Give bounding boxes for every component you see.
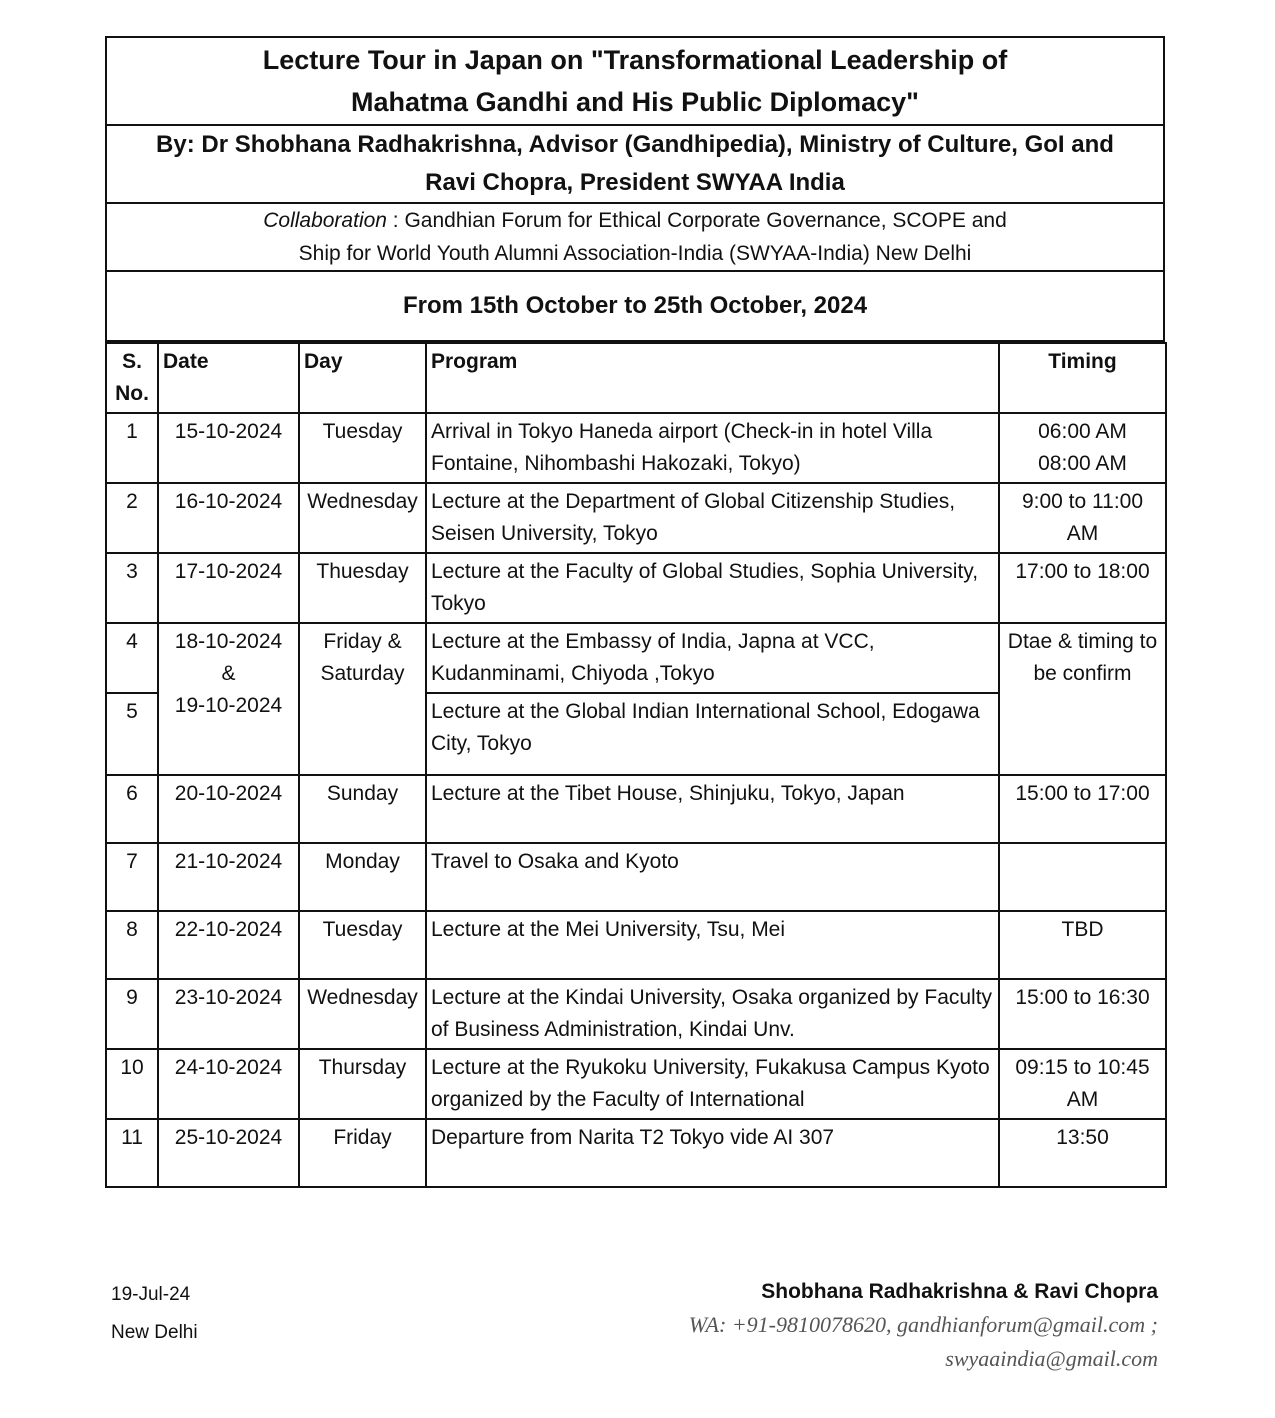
cell-day: Thursday — [299, 1049, 426, 1119]
date-line-1: 18-10-2024 — [174, 630, 283, 653]
table-row — [106, 623, 1166, 693]
footer-right — [689, 1276, 1158, 1376]
column-header-program: Program — [426, 343, 999, 413]
table-row — [106, 483, 1166, 553]
cell-timing: 09:15 to 10:45 AM — [999, 1049, 1166, 1119]
cell-timing — [999, 843, 1166, 911]
cell-day: Wednesday — [299, 979, 426, 1049]
cell-sno: 5 — [106, 693, 158, 775]
title-line-2: Mahatma Gandhi and His Public Diplomacy" — [351, 87, 919, 117]
cell-program: Lecture at the Global Indian International School, Edogawa City, Tokyo — [426, 693, 999, 775]
date-line-3: 19-10-2024 — [174, 694, 283, 717]
cell-sno: 7 — [106, 843, 158, 911]
cell-sno: 4 — [106, 623, 158, 693]
collaboration-line — [106, 203, 1164, 271]
collab-line-2: Ship for World Youth Alumni Association-India (SWYAA-India) New Delhi — [298, 242, 972, 265]
table-header-row — [106, 343, 1166, 413]
cell-date: 25-10-2024 — [158, 1119, 299, 1187]
cell-day: Thuesday — [299, 553, 426, 623]
cell-date: 16-10-2024 — [158, 483, 299, 553]
footer-contact-line-2: swyaaindia@gmail.com — [945, 1346, 1158, 1371]
cell-day: Friday & Saturday — [299, 623, 426, 775]
cell-timing: 13:50 — [999, 1119, 1166, 1187]
cell-sno: 1 — [106, 413, 158, 483]
column-header-date: Date — [158, 343, 299, 413]
table-row — [106, 1119, 1166, 1187]
cell-day: Monday — [299, 843, 426, 911]
cell-date: 22-10-2024 — [158, 911, 299, 979]
timing-line-2: 08:00 AM — [1038, 452, 1127, 475]
cell-day: Sunday — [299, 775, 426, 843]
by-line-1: By: Dr Shobhana Radhakrishna, Advisor (Gandhipedia), Ministry of Culture, GoI and — [156, 131, 1114, 158]
cell-sno: 8 — [106, 911, 158, 979]
collab-label: Collaboration — [263, 209, 387, 232]
cell-program: Departure from Narita T2 Tokyo vide AI 307 — [426, 1119, 999, 1187]
footer-names: Shobhana Radhakrishna & Ravi Chopra — [761, 1280, 1158, 1303]
title-line-1: Lecture Tour in Japan on "Transformational Leadership of — [262, 45, 1008, 75]
column-header-sno: S. No. — [106, 343, 158, 413]
cell-sno: 9 — [106, 979, 158, 1049]
cell-program: Lecture at the Tibet House, Shinjuku, Tokyo, Japan — [426, 775, 999, 843]
document-title — [106, 37, 1164, 125]
cell-program: Lecture at the Department of Global Citizenship Studies, Seisen University, Tokyo — [426, 483, 999, 553]
table-row — [106, 413, 1166, 483]
cell-timing: 15:00 to 17:00 — [999, 775, 1166, 843]
cell-program: Lecture at the Faculty of Global Studies, Sophia University, Tokyo — [426, 553, 999, 623]
cell-program: Lecture at the Ryukoku University, Fukakusa Campus Kyoto organized by the Faculty of International — [426, 1049, 999, 1119]
cell-timing: Dtae & timing to be confirm — [999, 623, 1166, 775]
cell-timing: 15:00 to 16:30 — [999, 979, 1166, 1049]
cell-timing: TBD — [999, 911, 1166, 979]
cell-sno: 6 — [106, 775, 158, 843]
table-row — [106, 775, 1166, 843]
by-line-2: Ravi Chopra, President SWYAA India — [425, 169, 845, 196]
cell-day: Friday — [299, 1119, 426, 1187]
column-header-day: Day — [299, 343, 426, 413]
cell-program: Lecture at the Kindai University, Osaka organized by Faculty of Business Administration, Kindai Unv. — [426, 979, 999, 1049]
cell-date: 20-10-2024 — [158, 775, 299, 843]
cell-sno: 3 — [106, 553, 158, 623]
header-table — [105, 36, 1165, 342]
date-range: From 15th October to 25th October, 2024 — [106, 271, 1164, 341]
authors-line — [106, 125, 1164, 203]
cell-date — [158, 623, 299, 775]
cell-program: Lecture at the Mei University, Tsu, Mei — [426, 911, 999, 979]
cell-day: Tuesday — [299, 911, 426, 979]
cell-sno: 11 — [106, 1119, 158, 1187]
collab-text: : Gandhian Forum for Ethical Corporate Governance, SCOPE and — [386, 209, 1007, 232]
cell-timing: 17:00 to 18:00 — [999, 553, 1166, 623]
date-line-2: & — [221, 662, 236, 685]
cell-date: 23-10-2024 — [158, 979, 299, 1049]
table-row — [106, 979, 1166, 1049]
cell-date: 17-10-2024 — [158, 553, 299, 623]
table-row — [106, 843, 1166, 911]
cell-date: 15-10-2024 — [158, 413, 299, 483]
cell-sno: 2 — [106, 483, 158, 553]
cell-day: Wednesday — [299, 483, 426, 553]
table-row — [106, 553, 1166, 623]
document-sheet — [105, 36, 1165, 1188]
footer-contact-line-1: WA: +91-9810078620, gandhianforum@gmail.com ; — [688, 1312, 1158, 1337]
table-row — [106, 911, 1166, 979]
footer-left — [111, 1276, 198, 1352]
collab-line-1 — [115, 204, 1155, 237]
schedule-table — [105, 342, 1167, 1188]
footer-place: New Delhi — [111, 1322, 198, 1343]
cell-timing: 9:00 to 11:00 AM — [999, 483, 1166, 553]
cell-timing — [999, 413, 1166, 483]
timing-line-1: 06:00 AM — [1038, 420, 1127, 443]
footer-date: 19-Jul-24 — [111, 1284, 191, 1305]
table-row — [106, 1049, 1166, 1119]
column-header-timing: Timing — [999, 343, 1166, 413]
cell-program: Travel to Osaka and Kyoto — [426, 843, 999, 911]
cell-program: Lecture at the Embassy of India, Japna at VCC, Kudanminami, Chiyoda ,Tokyo — [426, 623, 999, 693]
cell-date: 24-10-2024 — [158, 1049, 299, 1119]
cell-program: Arrival in Tokyo Haneda airport (Check-in in hotel Villa Fontaine, Nihombashi Hakozaki, Tokyo) — [426, 413, 999, 483]
cell-day: Tuesday — [299, 413, 426, 483]
cell-date: 21-10-2024 — [158, 843, 299, 911]
cell-sno: 10 — [106, 1049, 158, 1119]
